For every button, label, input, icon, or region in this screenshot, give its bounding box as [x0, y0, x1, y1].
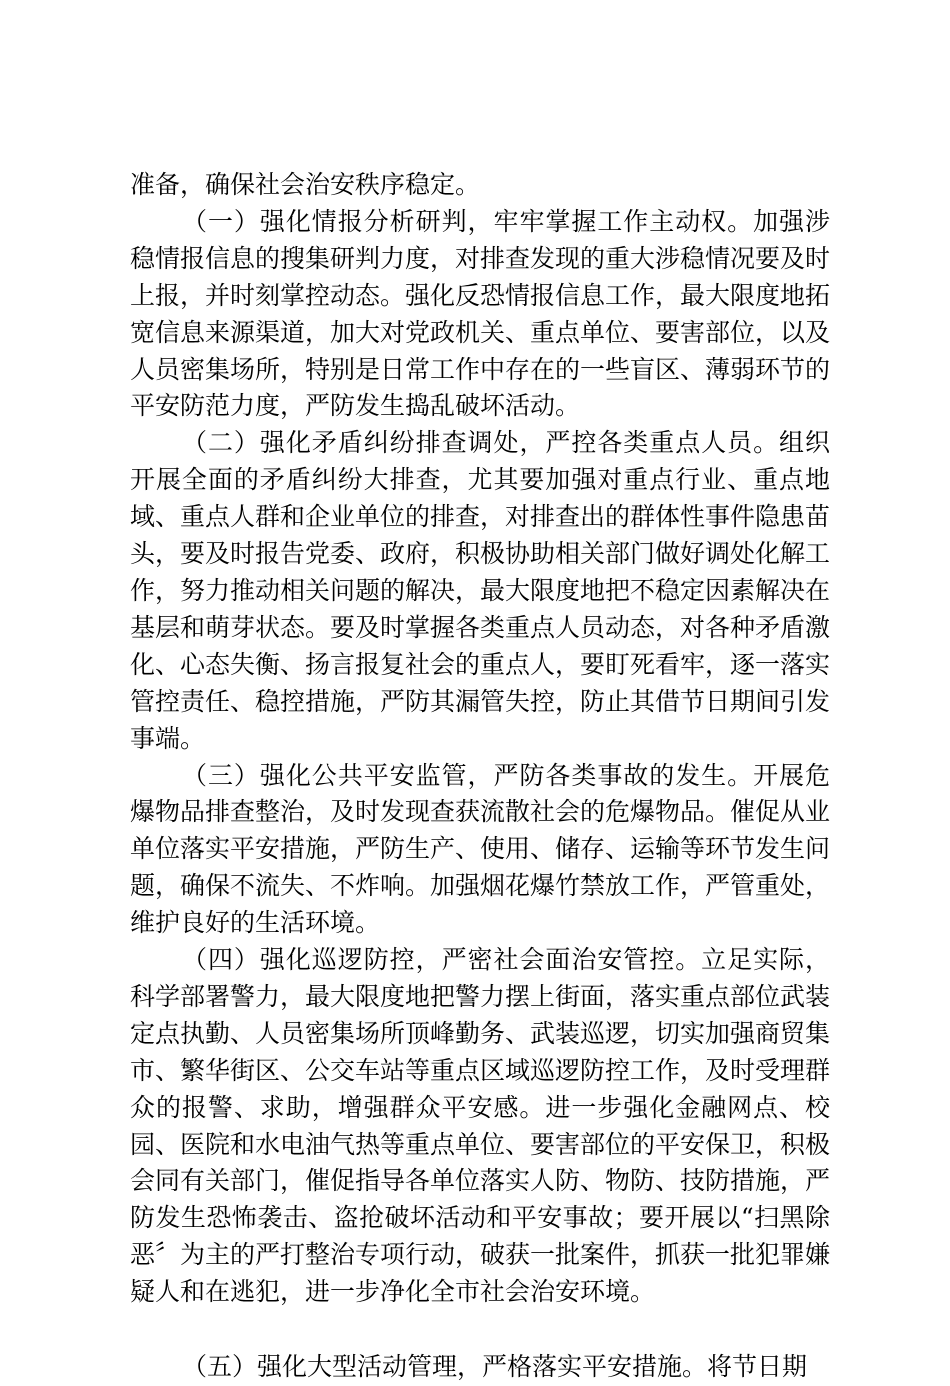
paragraph-section-1: （一）强化情报分析研判，牢牢掌握工作主动权。加强涉稳情报信息的搜集研判力度，对排查发现的重大涉稳情况要及时上报，并时刻掌控动态。强化反恐情报信息工作，最大限度地拓宽信息来源渠道，加大对党政机关、重点单位、要害部位，以及人员密集场所，特别是日常工作中存在的一些盲区、薄弱环节的平安防范力度，严防发生捣乱破坏活动。 [130, 206, 831, 421]
document-page [130, 167, 830, 1386]
paragraph-section-2: （二）强化矛盾纠纷排查调处，严控各类重点人员。组织开展全面的矛盾纠纷大排查，尤其要加强对重点行业、重点地域、重点人群和企业单位的排查，对排查出的群体性事件隐患苗头，要及时报告党委、政府，积极协助相关部门做好调处化解工作，努力推动相关问题的解决，最大限度地把不稳定因素解决在基层和萌芽状态。要及时掌握各类重点人员动态，对各种矛盾激化、心态失衡、扬言报复社会的重点人，要盯死看牢，逐一落实管控责任、稳控措施，严防其漏管失控，防止其借节日期间引发事端。 [130, 428, 831, 753]
paragraph-section-3: （三）强化公共平安监管，严防各类事故的发生。开展危爆物品排查整治，及时发现查获流散社会的危爆物品。催促从业单位落实平安措施，严防生产、使用、储存、运输等环节发生问题，确保不流失、不炸响。加强烟花爆竹禁放工作，严管重处，维护良好的生活环境。 [130, 760, 831, 938]
paragraph-section-4: （四）强化巡逻防控，严密社会面治安管控。立足实际，科学部署警力，最大限度地把警力摆上街面，落实重点部位武装定点执勤、人员密集场所顶峰勤务、武装巡逻，切实加强商贸集市、繁华街区、公交车站等重点区域巡逻防控工作，及时受理群众的报警、求助，增强群众平安感。进一步强化金融网点、校园、医院和水电油气热等重点单位、要害部位的平安保卫，积极会同有关部门，催促指导各单位落实人防、物防、技防措施，严防发生恐怖袭击、盗抢破坏活动和平安事故；要开展以“扫黑除恶〞为主的严打整治专项行动，破获一批案件，抓获一批犯罪嫌疑人和在逃犯，进一步净化全市社会治安环境。 [130, 945, 831, 1307]
paragraph-continuation: 准备，确保社会治安秩序稳定。 [130, 170, 481, 199]
paragraph-section-5: （五）强化大型活动管理，严格落实平安措施。将节日期 [182, 1352, 808, 1382]
paragraph-gap [130, 1311, 830, 1349]
